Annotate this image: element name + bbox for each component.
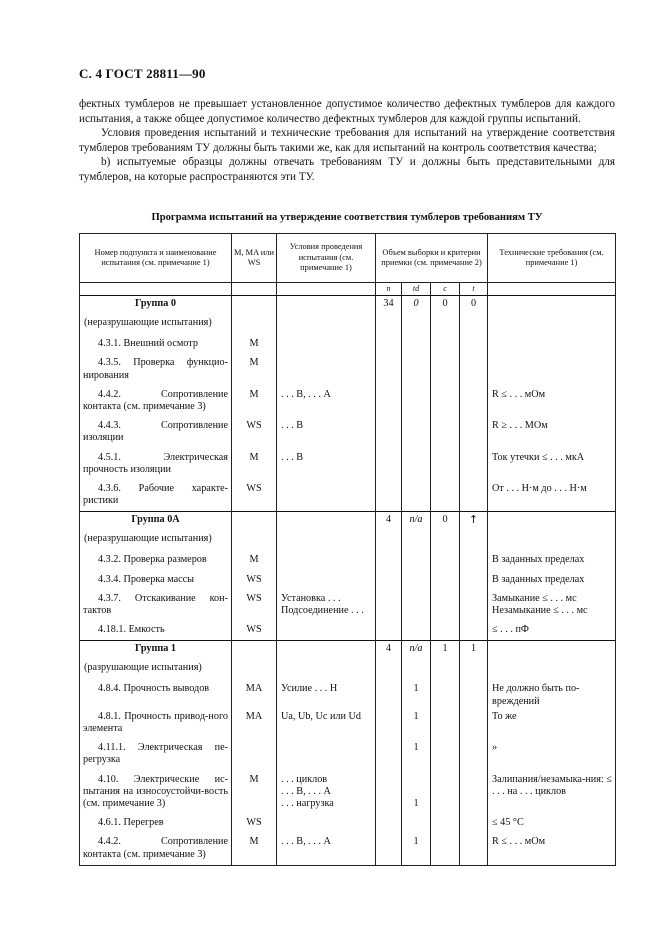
group-title-row	[80, 641, 616, 660]
table-row	[80, 590, 616, 621]
test-name-text: 4.4.2. Сопротивление контакта (см. примечание 3)	[83, 388, 228, 413]
test-name-text: 4.6.1. Перегрев	[98, 817, 164, 829]
test-name-text: 4.3.4. Проверка массы	[98, 573, 195, 585]
sample-t	[460, 708, 488, 739]
test-requirement: Не должно быть по-вреждений	[488, 680, 616, 707]
test-conditions: Установка . . . Подсоединение . . .	[277, 590, 376, 621]
test-requirement: R ≤ . . . мОм	[488, 833, 616, 865]
test-name-text: 4.4.3. Сопротивление изоляции	[83, 420, 228, 444]
test-name-text: 4.8.1. Прочность привод-ного элемента	[83, 710, 228, 735]
test-code: MA	[232, 708, 277, 739]
group-caption: (неразрушающие испытания)	[80, 314, 232, 335]
group-requirements	[488, 512, 616, 531]
test-name-text: 4.11.1. Электрическая пе-регрузка	[83, 742, 228, 766]
group-title: Группа 0А	[80, 512, 232, 531]
sample-n	[376, 590, 402, 621]
sample-n	[376, 739, 402, 770]
sample-t	[460, 621, 488, 641]
test-requirement: »	[488, 739, 616, 770]
test-name	[80, 386, 232, 417]
test-conditions: . . . В, . . . А	[277, 386, 376, 417]
header-sample: Объем выборки и критерии приемки (см. примечание 2)	[376, 234, 488, 283]
group-code	[232, 296, 277, 315]
sample-n	[376, 335, 402, 354]
header-test-name: Номер подпункта и наименование испытания (см. примечание 1)	[80, 234, 232, 283]
sample-t	[460, 680, 488, 707]
test-requirement: ≤ . . . пФ	[488, 621, 616, 641]
table-row	[80, 354, 616, 385]
test-code: MA	[232, 680, 277, 707]
test-conditions: Усилие . . . Н	[277, 680, 376, 707]
sample-t	[460, 386, 488, 417]
sample-td	[402, 814, 431, 833]
empty-cell	[488, 659, 616, 680]
test-name-text: 4.3.6. Рабочие характе-ристики	[83, 483, 228, 507]
sample-td	[402, 621, 431, 641]
empty-cell	[488, 314, 616, 335]
sample-t	[460, 771, 488, 815]
empty-cell	[431, 530, 460, 551]
sample-c	[431, 417, 460, 448]
sample-n	[376, 354, 402, 385]
empty-cell	[460, 659, 488, 680]
group-caption-row	[80, 659, 616, 680]
test-name	[80, 771, 232, 815]
empty-cell	[402, 530, 431, 551]
test-code: WS	[232, 814, 277, 833]
group-conditions	[277, 512, 376, 531]
test-name	[80, 571, 232, 590]
header-code: M, MA или WS	[232, 234, 277, 283]
group-td: n/a	[402, 641, 431, 660]
group-td: 0	[402, 296, 431, 315]
test-requirement	[488, 335, 616, 354]
sample-td: 1	[402, 739, 431, 770]
group-requirements	[488, 296, 616, 315]
sample-td	[402, 354, 431, 385]
empty-cell	[460, 314, 488, 335]
test-requirement: То же	[488, 708, 616, 739]
header-requirements: Технические требования (см. примечание 1)	[488, 234, 616, 283]
test-name	[80, 590, 232, 621]
test-code: WS	[232, 621, 277, 641]
table-header-row	[80, 234, 616, 283]
test-code: M	[232, 771, 277, 815]
intro-paragraph-2: Условия проведения испытаний и технические требования для испытаний на утверждение соответствия тумблеров требованиям ТУ должны быть такими же, как для испытаний на контроль соответствия качества;	[79, 127, 615, 154]
table-row	[80, 417, 616, 448]
empty-cell	[376, 314, 402, 335]
test-conditions	[277, 354, 376, 385]
sample-c	[431, 335, 460, 354]
sample-t	[460, 590, 488, 621]
group-caption: (неразрушающие испытания)	[80, 530, 232, 551]
sample-td: 1	[402, 771, 431, 815]
table-row	[80, 771, 616, 815]
test-requirement: В заданных пределах	[488, 551, 616, 570]
table-row	[80, 571, 616, 590]
empty-cell	[277, 659, 376, 680]
table-body	[80, 296, 616, 866]
sample-n	[376, 708, 402, 739]
sample-n	[376, 417, 402, 448]
sample-n	[376, 621, 402, 641]
test-code	[232, 739, 277, 770]
sample-n	[376, 814, 402, 833]
empty-cell	[376, 659, 402, 680]
group-n: 34	[376, 296, 402, 315]
test-name	[80, 833, 232, 865]
sample-t	[460, 417, 488, 448]
test-conditions	[277, 739, 376, 770]
table-row	[80, 833, 616, 865]
test-conditions	[277, 814, 376, 833]
group-requirements	[488, 641, 616, 660]
intro-paragraph-1: фектных тумблеров не превышает установленное допустимое количество дефектных тумблеров для каждого испытания, а также общее допустимое количество дефектных тумблеров для каждой группы испытаний.	[79, 98, 615, 125]
subheader-empty	[80, 283, 232, 296]
empty-cell	[402, 659, 431, 680]
test-conditions	[277, 621, 376, 641]
sample-t	[460, 833, 488, 865]
test-conditions	[277, 335, 376, 354]
test-program-table	[79, 233, 616, 866]
sample-c	[431, 680, 460, 707]
sample-c	[431, 833, 460, 865]
test-conditions	[277, 571, 376, 590]
group-c: 1	[431, 641, 460, 660]
test-code: M	[232, 386, 277, 417]
group-n: 4	[376, 512, 402, 531]
group-conditions	[277, 296, 376, 315]
test-code: M	[232, 551, 277, 570]
test-requirement: В заданных пределах	[488, 571, 616, 590]
group-t	[460, 641, 488, 660]
sample-td	[402, 571, 431, 590]
test-name-text: 4.5.1. Электрическая прочность изоляции	[83, 451, 228, 475]
test-name-text: 4.3.1. Внешний осмотр	[98, 338, 198, 350]
test-conditions: . . . В, . . . А	[277, 833, 376, 865]
group-code	[232, 641, 277, 660]
sample-t	[460, 571, 488, 590]
empty-cell	[402, 314, 431, 335]
test-name	[80, 449, 232, 480]
group-caption: (разрушающие испытания)	[80, 659, 232, 680]
sample-t	[460, 449, 488, 480]
sample-td	[402, 449, 431, 480]
sample-c	[431, 708, 460, 739]
test-conditions: . . . В	[277, 417, 376, 448]
test-requirement	[488, 354, 616, 385]
table-subheader-row	[80, 283, 616, 296]
sample-td	[402, 335, 431, 354]
subheader-t: t	[460, 283, 488, 296]
test-conditions: . . . В	[277, 449, 376, 480]
test-name-text: 4.8.4. Прочность выводов	[98, 683, 210, 695]
sample-c	[431, 771, 460, 815]
page-header: С. 4 ГОСТ 28811—90	[79, 66, 206, 81]
sample-td	[402, 480, 431, 512]
test-name-text: 4.3.2. Проверка размеров	[98, 554, 207, 566]
empty-cell	[277, 530, 376, 551]
sample-td	[402, 590, 431, 621]
empty-cell	[232, 530, 277, 551]
test-conditions	[277, 551, 376, 570]
test-conditions: . . . циклов . . . В, . . . А . . . нагрузка	[277, 771, 376, 815]
group-caption-row	[80, 314, 616, 335]
test-name	[80, 814, 232, 833]
test-name-text: 4.3.5. Проверка функцио-нирования	[83, 357, 228, 381]
sample-n	[376, 771, 402, 815]
table-row	[80, 449, 616, 480]
intro-paragraph-3: b) испытуемые образцы должны отвечать требованиям ТУ и должны быть представительными для тумблеров, на которые распространяются эти ТУ.	[79, 156, 615, 183]
test-name	[80, 739, 232, 770]
group-c: 0	[431, 296, 460, 315]
sample-c	[431, 386, 460, 417]
subheader-n: n	[376, 283, 402, 296]
test-conditions	[277, 480, 376, 512]
table-row	[80, 480, 616, 512]
sample-t	[460, 551, 488, 570]
sample-c	[431, 480, 460, 512]
subheader-empty	[277, 283, 376, 296]
test-name-text: 4.10. Электрические ис-пытания на износоустойчи-вость (см. примечание 3)	[83, 773, 228, 810]
test-name	[80, 335, 232, 354]
test-name	[80, 480, 232, 512]
table-title: Программа испытаний на утверждение соответствия тумблеров требованиям ТУ	[151, 212, 543, 223]
sample-n	[376, 551, 402, 570]
test-name	[80, 680, 232, 707]
test-name-text: 4.18.1. Емкость	[98, 624, 165, 636]
group-caption-row	[80, 530, 616, 551]
sample-td	[402, 417, 431, 448]
group-t-value: 0	[470, 298, 477, 310]
empty-cell	[460, 530, 488, 551]
empty-cell	[488, 530, 616, 551]
sample-n	[376, 386, 402, 417]
subheader-empty	[488, 283, 616, 296]
sample-c	[431, 590, 460, 621]
sample-c	[431, 814, 460, 833]
test-requirement: От . . . Н·м до . . . Н·м	[488, 480, 616, 512]
test-name-text: 4.4.2. Сопротивление контакта (см. примечание 3)	[83, 836, 228, 860]
empty-cell	[277, 314, 376, 335]
test-name	[80, 354, 232, 385]
sample-c	[431, 739, 460, 770]
group-td: n/a	[402, 512, 431, 531]
arrow-up-icon: ↑	[468, 513, 479, 527]
test-requirement: R ≤ . . . мОм	[488, 386, 616, 417]
test-name	[80, 621, 232, 641]
sample-c	[431, 621, 460, 641]
test-requirement: Замыкание ≤ . . . мс Незамыкание ≤ . . . мс	[488, 590, 616, 621]
test-conditions: Ua, Ub, Uc или Ud	[277, 708, 376, 739]
test-code: M	[232, 449, 277, 480]
test-requirement: R ≥ . . . МОм	[488, 417, 616, 448]
sample-t	[460, 814, 488, 833]
header-conditions: Условия проведения испытания (см. примечание 1)	[277, 234, 376, 283]
test-name	[80, 417, 232, 448]
test-code: WS	[232, 480, 277, 512]
test-name-text: 4.3.7. Отскакивание кон-тактов	[83, 592, 228, 617]
sample-c	[431, 449, 460, 480]
sample-t	[460, 335, 488, 354]
group-title-row	[80, 512, 616, 531]
test-code: M	[232, 354, 277, 385]
table-row	[80, 708, 616, 739]
group-title: Группа 0	[80, 296, 232, 315]
test-requirement: ≤ 45 °С	[488, 814, 616, 833]
sample-n	[376, 449, 402, 480]
sample-td: 1	[402, 708, 431, 739]
sample-td	[402, 386, 431, 417]
sample-td: 1	[402, 833, 431, 865]
sample-n	[376, 571, 402, 590]
test-name	[80, 708, 232, 739]
group-n: 4	[376, 641, 402, 660]
test-code: M	[232, 335, 277, 354]
test-code: M	[232, 833, 277, 865]
sample-c	[431, 354, 460, 385]
sample-n	[376, 833, 402, 865]
test-code: WS	[232, 571, 277, 590]
sample-c	[431, 571, 460, 590]
subheader-td: td	[402, 283, 431, 296]
test-code: WS	[232, 590, 277, 621]
sample-n	[376, 480, 402, 512]
test-requirement: Залипания/незамыка-ния: ≤ . . . на . . . циклов	[488, 771, 616, 815]
table-row	[80, 386, 616, 417]
test-code: WS	[232, 417, 277, 448]
sample-t	[460, 739, 488, 770]
test-requirement: Ток утечки ≤ . . . мкА	[488, 449, 616, 480]
intro-text	[79, 97, 615, 185]
empty-cell	[376, 530, 402, 551]
table-row	[80, 335, 616, 354]
group-conditions	[277, 641, 376, 660]
group-t	[460, 296, 488, 315]
sample-t	[460, 480, 488, 512]
empty-cell	[431, 659, 460, 680]
table-row	[80, 551, 616, 570]
subheader-c: c	[431, 283, 460, 296]
sample-n	[376, 680, 402, 707]
group-t-value: 1	[470, 643, 477, 655]
sample-c	[431, 551, 460, 570]
group-title-row	[80, 296, 616, 315]
empty-cell	[431, 314, 460, 335]
empty-cell	[232, 314, 277, 335]
table-row	[80, 680, 616, 707]
table-row	[80, 739, 616, 770]
empty-cell	[232, 659, 277, 680]
sample-td: 1	[402, 680, 431, 707]
sample-td	[402, 551, 431, 570]
group-c: 0	[431, 512, 460, 531]
table-row	[80, 621, 616, 641]
table-row	[80, 814, 616, 833]
group-t	[460, 512, 488, 531]
sample-t	[460, 354, 488, 385]
subheader-empty	[232, 283, 277, 296]
group-code	[232, 512, 277, 531]
test-name	[80, 551, 232, 570]
group-title: Группа 1	[80, 641, 232, 660]
